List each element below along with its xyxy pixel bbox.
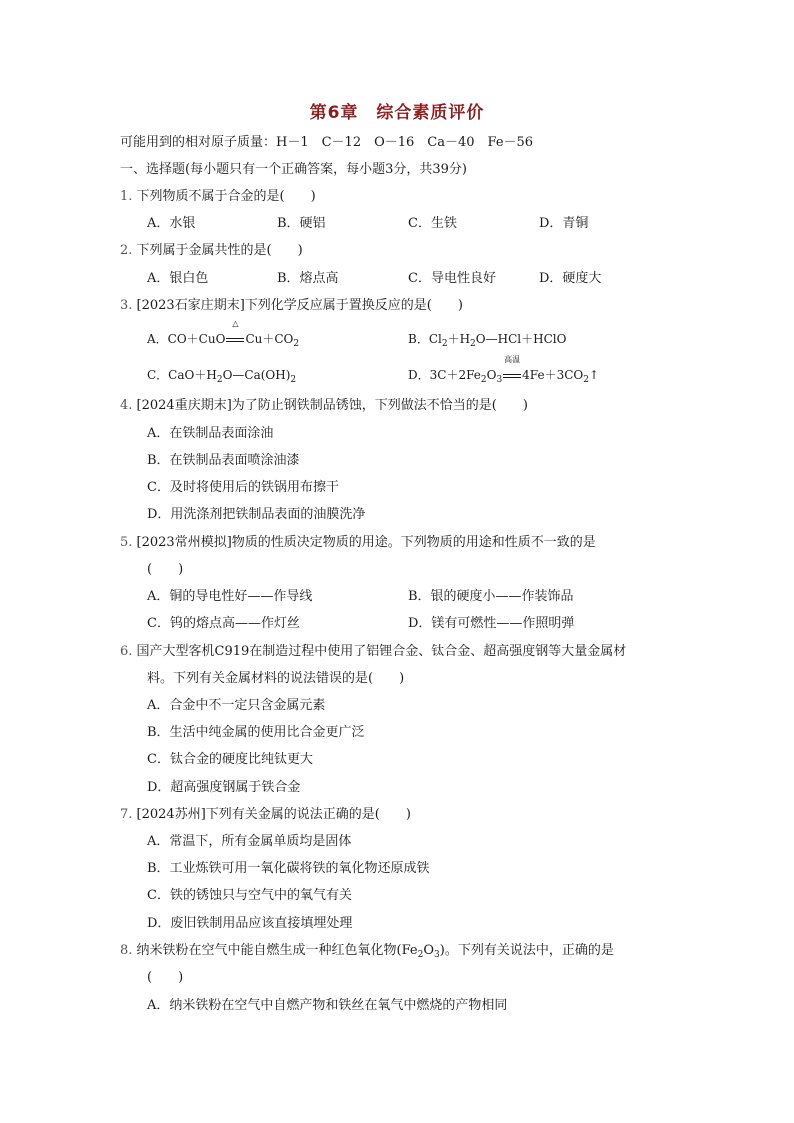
- question-text: O: [423, 943, 435, 958]
- equals-sign: [503, 374, 521, 378]
- reaction-condition: [502, 355, 522, 384]
- question-number: 4.: [120, 398, 133, 413]
- q6-option-d: D．超高强度钢属于铁合金: [147, 780, 301, 795]
- answer-parenthesis: ( ): [147, 562, 184, 577]
- answer-parenthesis: ( ): [147, 970, 184, 985]
- question-text: [2024苏州]下列有关金属的说法正确的是( ): [136, 807, 411, 822]
- page-title: 第6章 综合素质评价: [309, 103, 485, 123]
- q5-option-d: D．镁有可燃性——作照明弹: [408, 616, 575, 631]
- question-number: 1.: [120, 189, 133, 204]
- equation-part: Cu＋CO: [245, 332, 294, 346]
- q1-option-b: B．硬铝: [277, 216, 326, 231]
- q7-option-a: A．常温下，所有金属单质均是固体: [147, 834, 352, 849]
- question-6-stem-cont: 料。下列有关金属材料的说法错误的是( ): [147, 671, 405, 686]
- q7-option-c: C．铁的锈蚀只与空气中的氧气有关: [147, 888, 352, 903]
- question-text: [2024重庆期末]为了防止钢铁制品锈蚀，下列做法不恰当的是( ): [136, 398, 528, 413]
- subscript: 2: [293, 339, 300, 349]
- q6-option-a: A．合金中不一定只含金属元素: [147, 698, 326, 713]
- equation-part: A．CO＋CuO: [147, 332, 226, 346]
- equation-part: O—Ca(OH): [222, 368, 291, 382]
- question-6-stem: [120, 643, 626, 661]
- question-number: 5.: [120, 535, 133, 550]
- question-text: 下列物质不属于合金的是( ): [136, 189, 316, 204]
- equation-part: D．3C＋2Fe: [408, 368, 481, 382]
- question-text: 下列属于金属共性的是( ): [136, 243, 303, 258]
- question-text: )。下列有关说法中，正确的是: [439, 943, 614, 958]
- reaction-condition: [225, 319, 245, 348]
- q3-option-c: [147, 366, 296, 389]
- q4-option-c: C．及时将使用后的铁锅用布擦干: [147, 480, 339, 495]
- equation-part: B．Cl: [408, 332, 442, 346]
- subscript: 2: [480, 375, 487, 385]
- question-number: 2.: [120, 243, 133, 258]
- subscript: 2: [216, 375, 223, 385]
- equals-sign: [226, 338, 244, 342]
- q2-option-c: C．导电性良好: [408, 271, 496, 286]
- q1-option-a: A．水银: [147, 216, 196, 231]
- q1-option-c: C．生铁: [408, 216, 457, 231]
- equation-part: O—HCl＋HClO: [475, 332, 567, 346]
- q4-option-d: D．用洗涤剂把铁制品表面的油膜洗净: [147, 507, 366, 522]
- equation-part: C．CaO＋H: [147, 368, 217, 382]
- equation-part: 4Fe＋3CO: [522, 368, 584, 382]
- q7-option-b: B．工业炼铁可用一氧化碳将铁的氧化物还原成铁: [147, 861, 430, 876]
- q6-option-b: B．生活中纯金属的使用比合金更广泛: [147, 725, 365, 740]
- subscript: 2: [441, 339, 448, 349]
- question-number: 6.: [120, 644, 133, 659]
- atomic-mass-line: 可能用到的相对原子质量：H－1 C－12 O－16 Ca－40 Fe－56: [120, 135, 534, 150]
- question-3-stem: [120, 297, 463, 315]
- question-8-stem: [120, 942, 614, 964]
- section-heading: 一、选择题(每小题只有一个正确答案，每小题3分，共39分): [120, 162, 467, 177]
- question-2-stem: [120, 242, 303, 260]
- q5-option-b: B．银的硬度小——作装饰品: [408, 589, 574, 604]
- question-text: [2023石家庄期末]下列化学反应属于置换反应的是( ): [136, 298, 463, 313]
- q8-option-a: A．纳米铁粉在空气中自燃产物和铁丝在氧气中燃烧的产物相同: [147, 998, 508, 1013]
- subscript: 2: [290, 375, 297, 385]
- q3-option-b: [408, 330, 566, 353]
- subscript: 3: [496, 375, 503, 385]
- question-number: 3.: [120, 298, 133, 313]
- question-1-stem: [120, 188, 316, 206]
- question-7-stem: [120, 806, 411, 824]
- question-4-stem: [120, 397, 528, 415]
- equation-part: ＋H: [447, 332, 471, 346]
- q2-option-b: B．熔点高: [277, 271, 339, 286]
- question-text: 纳米铁粉在空气中能自燃生成一种红色氧化物(Fe: [136, 943, 418, 958]
- subscript: 2: [583, 375, 589, 385]
- q2-option-d: D．硬度大: [539, 271, 602, 286]
- q5-option-c: C．钨的熔点高——作灯丝: [147, 616, 300, 631]
- gas-arrow-icon: ↑: [588, 368, 600, 382]
- question-5-stem: [120, 534, 596, 552]
- subscript: 2: [470, 339, 476, 349]
- condition-mark: 高温: [504, 355, 521, 364]
- q4-option-a: A．在铁制品表面涂油: [147, 426, 274, 441]
- question-text: [2023常州模拟]物质的性质决定物质的用途。下列物质的用途和性质不一致的是: [136, 535, 596, 550]
- subscript: 3: [434, 950, 440, 960]
- q4-option-b: B．在铁制品表面喷涂油漆: [147, 453, 300, 468]
- question-text: 国产大型客机C919在制造过程中使用了铝锂合金、钛合金、超高强度钢等大量金属材: [136, 644, 627, 659]
- q1-option-d: D．青铜: [539, 216, 589, 231]
- question-number: 8.: [120, 943, 133, 958]
- question-number: 7.: [120, 807, 133, 822]
- q2-option-a: A．银白色: [147, 271, 209, 286]
- q3-option-a: [147, 319, 300, 353]
- q6-option-c: C．钛合金的硬度比纯钛更大: [147, 752, 313, 767]
- q7-option-d: D．废旧铁制用品应该直接填埋处理: [147, 916, 353, 931]
- q3-option-d: [408, 355, 600, 389]
- subscript: 2: [417, 950, 424, 960]
- equation-part: O: [486, 368, 497, 382]
- q5-option-a: A．铜的导电性好——作导线: [147, 589, 313, 604]
- condition-mark: △: [232, 319, 239, 328]
